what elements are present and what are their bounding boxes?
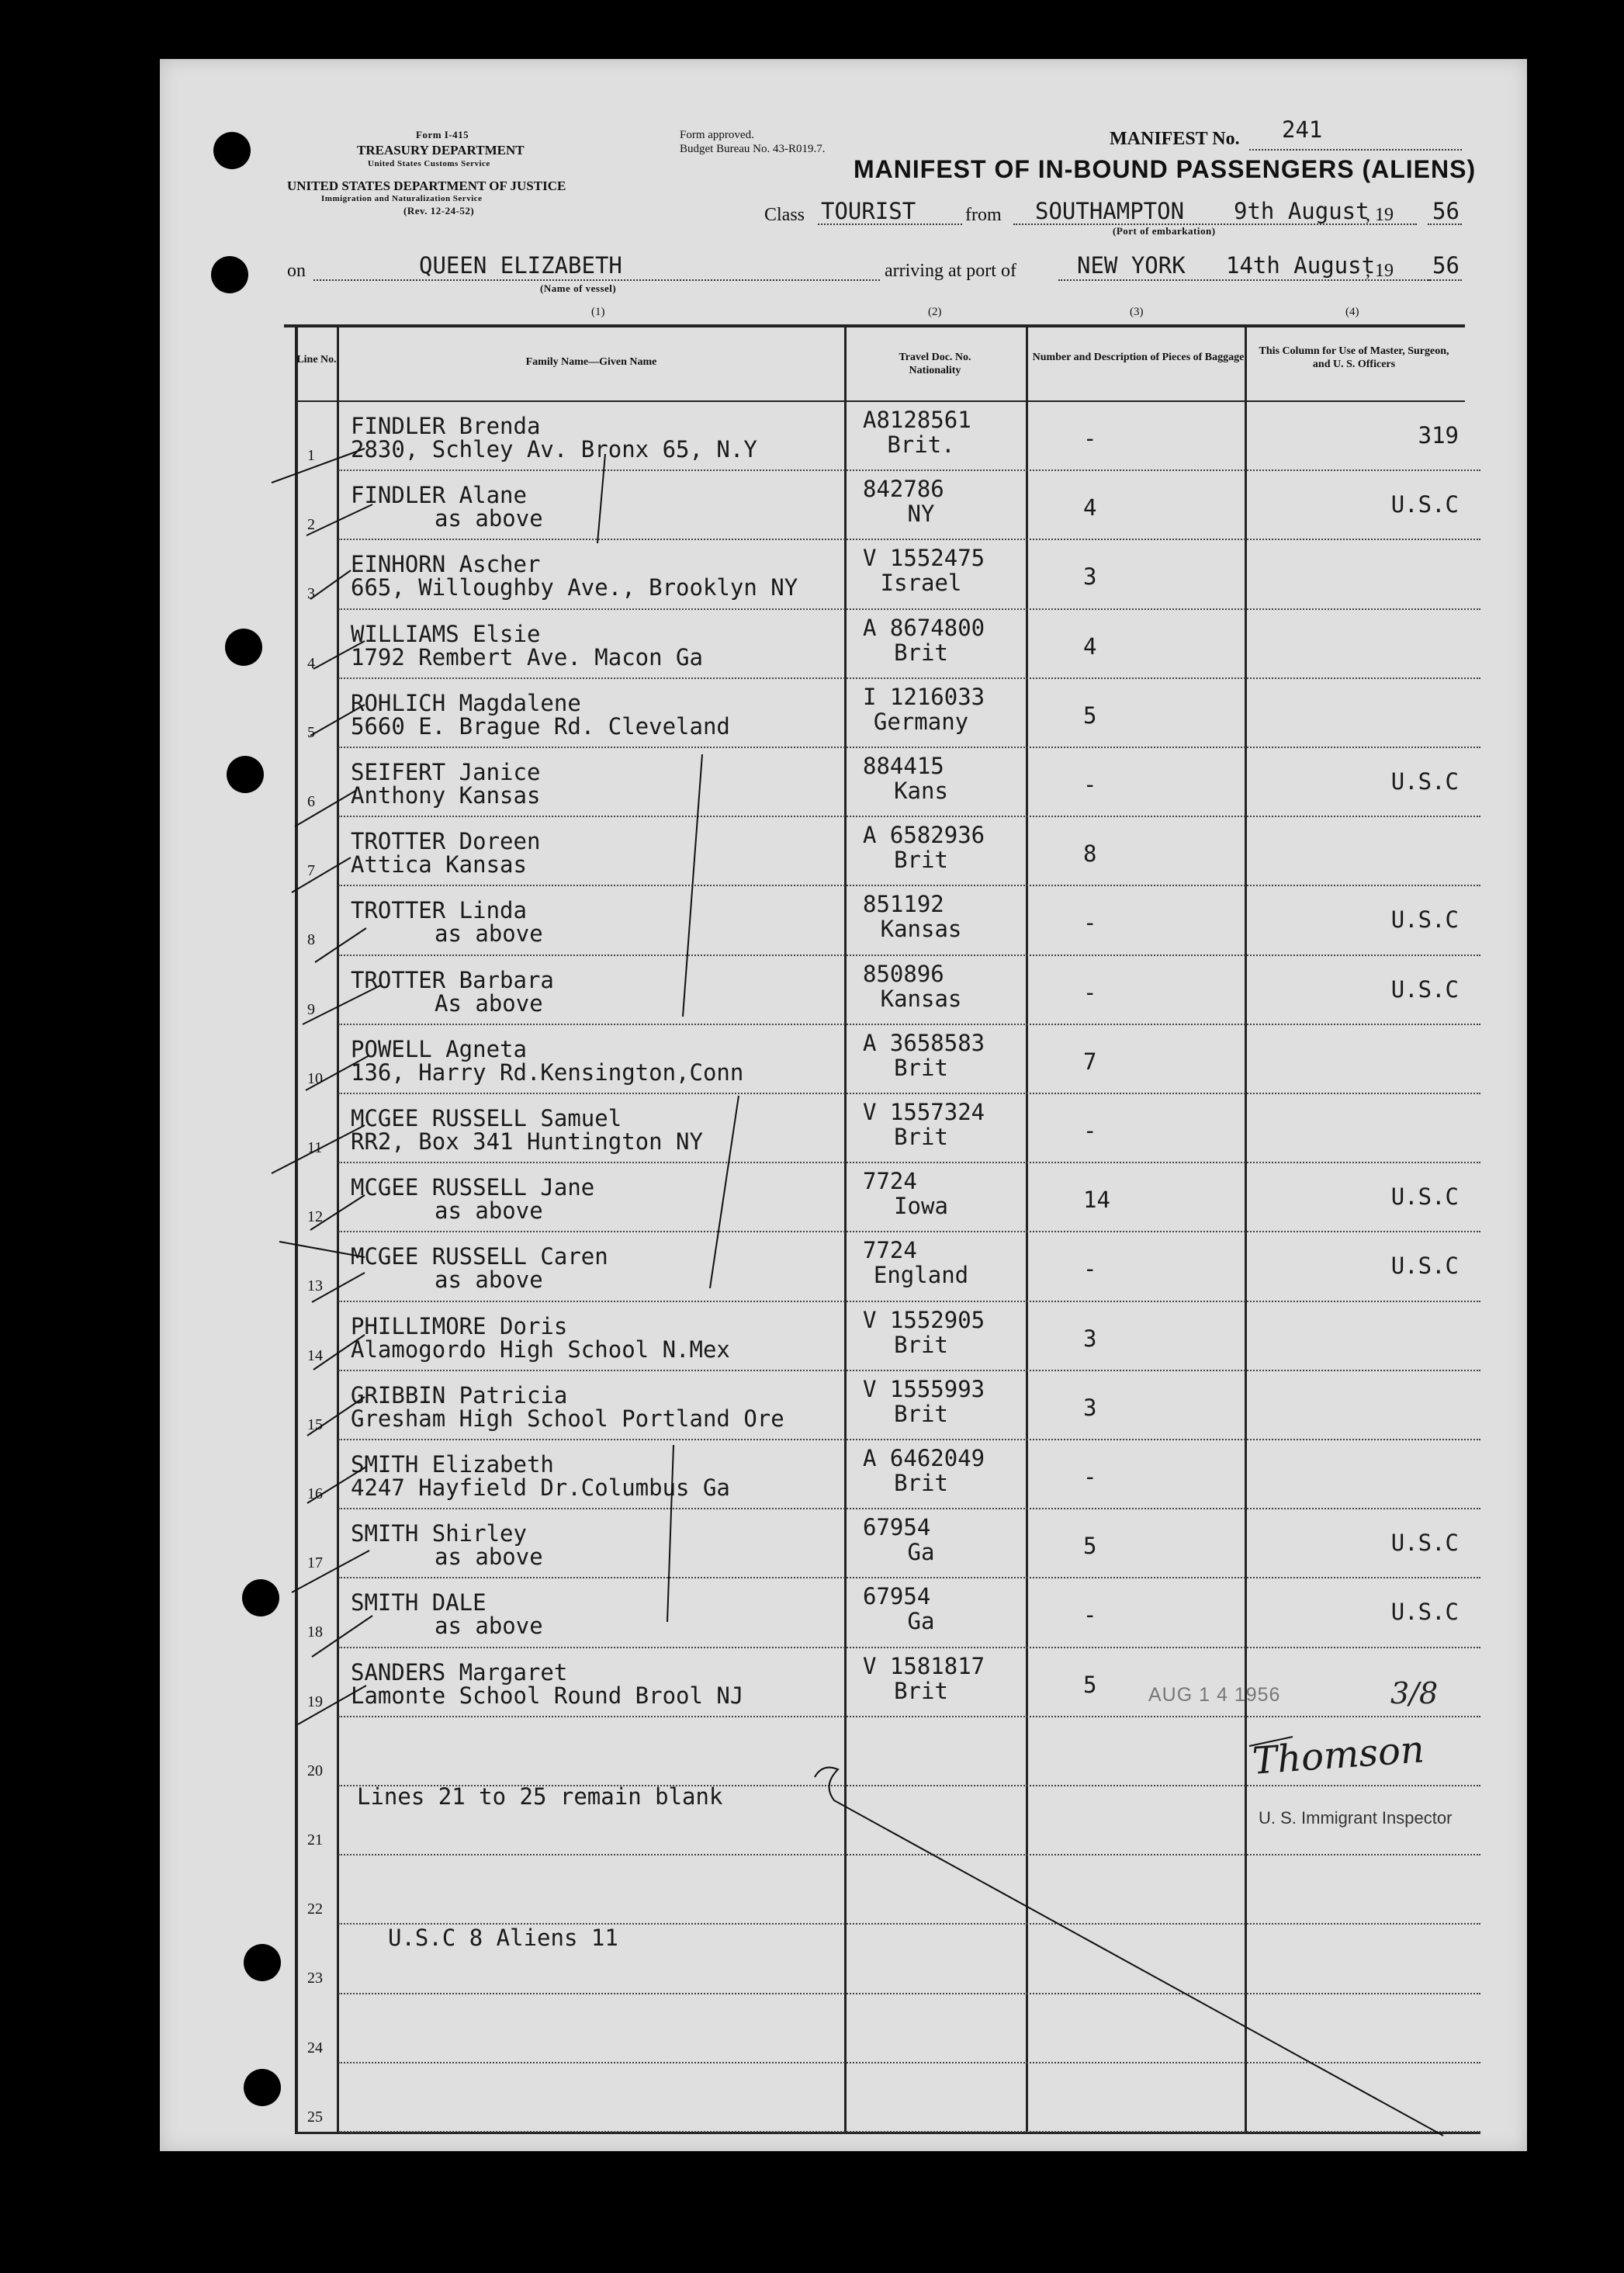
officer-note: U.S.C bbox=[1390, 1253, 1459, 1280]
travel-doc-number: 67954 bbox=[863, 1514, 931, 1541]
doc-baggage-divider bbox=[1026, 326, 1028, 2134]
binder-hole bbox=[242, 1579, 279, 1616]
baggage-count: 4 bbox=[1083, 632, 1097, 660]
row-divider bbox=[338, 469, 1480, 471]
passenger-name: SANDERS Margaret bbox=[351, 1658, 568, 1686]
row-divider bbox=[338, 955, 1480, 956]
line-number: 25 bbox=[307, 2108, 323, 2126]
travel-doc-number: V 1581817 bbox=[863, 1652, 985, 1679]
passenger-name: PHILLIMORE Doris bbox=[351, 1312, 568, 1339]
row-divider bbox=[338, 1647, 1480, 1648]
row-divider bbox=[338, 1024, 1480, 1025]
baggage-count: 8 bbox=[1083, 840, 1097, 868]
officer-note: U.S.C bbox=[1390, 906, 1459, 934]
row-divider bbox=[338, 1577, 1480, 1578]
travel-doc-header: Travel Doc. No. Nationality bbox=[899, 352, 971, 376]
line-number: 21 bbox=[307, 1831, 323, 1849]
line-number: 10 bbox=[307, 1069, 323, 1087]
baggage-count: - bbox=[1083, 1117, 1097, 1144]
passenger-address: As above bbox=[435, 989, 543, 1017]
officer-note: U.S.C bbox=[1390, 1599, 1459, 1626]
line-number: 19 bbox=[307, 1693, 323, 1710]
baggage-count: 3 bbox=[1083, 1394, 1097, 1421]
nationality: Brit bbox=[894, 1400, 948, 1427]
column-number-2: (2) bbox=[928, 306, 942, 318]
passenger-name: SMITH Shirley bbox=[351, 1520, 527, 1547]
nationality: Israel bbox=[880, 570, 962, 597]
passenger-name: POWELL Agneta bbox=[351, 1035, 527, 1062]
totals-note: U.S.C 8 Aliens 11 bbox=[388, 1925, 618, 1951]
officer-note: U.S.C bbox=[1390, 1530, 1459, 1557]
binder-hole bbox=[211, 256, 248, 293]
treasury-dept: TREASURY DEPARTMENT bbox=[357, 143, 525, 158]
passenger-name: MCGEE RUSSELL Jane bbox=[351, 1174, 595, 1201]
nationality: Brit bbox=[894, 1331, 948, 1358]
row-divider bbox=[338, 816, 1480, 817]
form-number: Form I-415 bbox=[416, 129, 469, 140]
travel-doc-number: 851192 bbox=[863, 891, 944, 918]
baggage-count: 14 bbox=[1083, 1187, 1110, 1214]
row-divider bbox=[338, 1370, 1480, 1371]
nationality: Iowa bbox=[894, 1193, 948, 1220]
travel-doc-number: V 1552905 bbox=[863, 1306, 985, 1333]
passenger-address: Alamogordo High School N.Mex bbox=[351, 1336, 730, 1363]
line-number: 22 bbox=[307, 1901, 323, 1918]
passenger-name: FINDLER Brenda bbox=[351, 413, 541, 439]
passenger-address: as above bbox=[435, 1197, 543, 1225]
binder-hole bbox=[225, 629, 262, 666]
column-number-4: (4) bbox=[1345, 306, 1359, 318]
line-number: 13 bbox=[307, 1277, 323, 1295]
column-number-3: (3) bbox=[1130, 306, 1144, 318]
line-number: 11 bbox=[307, 1139, 323, 1156]
line-number: 14 bbox=[307, 1346, 323, 1364]
officer-note: U.S.C bbox=[1390, 975, 1459, 1003]
arrival-year-line bbox=[1428, 279, 1462, 281]
passenger-name: SMITH DALE bbox=[351, 1589, 487, 1616]
line-number: 12 bbox=[307, 1208, 323, 1226]
year-prefix: , 19 bbox=[1366, 205, 1394, 225]
passenger-address: Lamonte School Round Brool NJ bbox=[351, 1682, 744, 1709]
baggage-officer-divider bbox=[1245, 326, 1247, 2134]
inspection-date-stamp: AUG 1 4 1956 bbox=[1148, 1684, 1281, 1706]
manifest-no-line bbox=[1249, 149, 1462, 151]
name-header: Family Name—Given Name bbox=[525, 356, 657, 368]
line-number: 5 bbox=[307, 723, 315, 741]
from-year-line bbox=[1428, 223, 1462, 225]
budget-bureau: Budget Bureau No. 43-R019.7. bbox=[680, 143, 826, 155]
nationality: Germany bbox=[873, 708, 969, 735]
line-number: 3 bbox=[307, 585, 315, 603]
binder-hole bbox=[213, 132, 251, 169]
row-divider bbox=[338, 2131, 1480, 2133]
row-divider bbox=[338, 1231, 1480, 1232]
travel-doc-number: A 6462049 bbox=[863, 1445, 985, 1471]
class-value: TOURIST bbox=[821, 198, 916, 224]
passenger-address: 136, Harry Rd.Kensington,Conn bbox=[351, 1059, 744, 1086]
embarkation-date: 9th August bbox=[1234, 198, 1369, 224]
arrival-year: 56 bbox=[1432, 252, 1460, 279]
travel-doc-number: 842786 bbox=[863, 476, 944, 503]
nationality: Brit. bbox=[887, 431, 955, 458]
baggage-count: - bbox=[1083, 979, 1097, 1006]
line-number: 16 bbox=[307, 1485, 323, 1502]
line-number: 15 bbox=[307, 1415, 323, 1433]
nationality: England bbox=[873, 1262, 969, 1289]
class-label: Class bbox=[764, 205, 805, 225]
passenger-name: WILLIAMS Elsie bbox=[351, 620, 541, 647]
binder-hole bbox=[227, 756, 264, 793]
passenger-address: 5660 E. Brague Rd. Cleveland bbox=[351, 712, 730, 740]
travel-doc-number: I 1216033 bbox=[863, 683, 985, 710]
embarkation-port: SOUTHAMPTON bbox=[1035, 198, 1185, 224]
nationality: Brit bbox=[894, 847, 948, 874]
baggage-count: - bbox=[1083, 771, 1097, 798]
baggage-count: 7 bbox=[1083, 1048, 1097, 1075]
passenger-name: SEIFERT Janice bbox=[351, 759, 541, 785]
travel-doc-number: 7724 bbox=[863, 1168, 917, 1195]
passenger-address: 2830, Schley Av. Bronx 65, N.Y bbox=[351, 436, 757, 463]
baggage-count: - bbox=[1083, 910, 1097, 937]
row-divider bbox=[338, 885, 1480, 886]
binder-hole bbox=[244, 2069, 281, 2106]
nationality: Kansas bbox=[880, 985, 962, 1012]
passenger-name: EINHORN Ascher bbox=[351, 551, 541, 578]
officer-note: 319 bbox=[1418, 422, 1459, 449]
arriving-label: arriving at port of bbox=[885, 261, 1016, 281]
travel-doc-number: A 6582936 bbox=[863, 822, 985, 849]
travel-doc-number: 7724 bbox=[863, 1237, 917, 1264]
revision-date: (Rev. 12-24-52) bbox=[403, 205, 475, 217]
baggage-count: - bbox=[1083, 1464, 1097, 1490]
passenger-name: TROTTER Linda bbox=[351, 897, 527, 924]
header-bottom-border bbox=[298, 400, 1465, 402]
row-divider bbox=[338, 1439, 1480, 1440]
baggage-count: 5 bbox=[1083, 1671, 1097, 1698]
row-divider bbox=[338, 677, 1480, 679]
inspector-mark: 3/8 bbox=[1390, 1676, 1439, 1710]
line-number: 7 bbox=[307, 862, 315, 880]
passenger-address: Attica Kansas bbox=[351, 851, 527, 878]
officer-note: U.S.C bbox=[1390, 768, 1459, 795]
travel-doc-number: 850896 bbox=[863, 960, 944, 987]
line-number: 6 bbox=[307, 793, 315, 810]
travel-doc-number: 884415 bbox=[863, 753, 944, 779]
on-label: on bbox=[287, 261, 306, 281]
line-no-divider bbox=[337, 326, 339, 2134]
passenger-address: 665, Willoughby Ave., Brooklyn NY bbox=[351, 574, 798, 601]
passenger-name: ROHLICH Magdalene bbox=[351, 689, 581, 716]
row-divider bbox=[338, 608, 1480, 610]
row-divider bbox=[338, 1993, 1480, 1994]
passenger-name: MCGEE RUSSELL Samuel bbox=[351, 1105, 622, 1131]
travel-doc-number: V 1552475 bbox=[863, 545, 985, 572]
line-no-header: Line No. bbox=[296, 354, 337, 366]
arrival-date: 14th August bbox=[1226, 252, 1376, 279]
vessel-name: QUEEN ELIZABETH bbox=[419, 252, 622, 279]
table-top-border bbox=[284, 324, 1465, 327]
row-divider bbox=[338, 1854, 1480, 1855]
baggage-count: - bbox=[1083, 425, 1097, 452]
nationality: Brit bbox=[894, 1054, 948, 1081]
baggage-count: - bbox=[1083, 1256, 1097, 1283]
baggage-count: 3 bbox=[1083, 563, 1097, 591]
line-number: 17 bbox=[307, 1554, 323, 1572]
justice-dept: UNITED STATES DEPARTMENT OF JUSTICE bbox=[287, 178, 566, 193]
embarkation-year: 56 bbox=[1432, 198, 1460, 224]
passenger-address: as above bbox=[435, 1613, 543, 1640]
passenger-name: MCGEE RUSSELL Caren bbox=[351, 1243, 608, 1270]
travel-doc-number: A8128561 bbox=[863, 407, 971, 433]
nationality: Ga bbox=[907, 1608, 935, 1635]
vessel-label: (Name of vessel) bbox=[540, 282, 617, 294]
row-divider bbox=[338, 539, 1480, 540]
customs-service: United States Customs Service bbox=[368, 159, 490, 168]
line-number: 8 bbox=[307, 931, 315, 949]
naturalization-service: Immigration and Naturalization Service bbox=[321, 194, 483, 203]
name-doc-divider bbox=[844, 326, 847, 2134]
row-divider bbox=[338, 1093, 1480, 1094]
passenger-name: SMITH Elizabeth bbox=[351, 1451, 554, 1478]
nationality: NY bbox=[907, 501, 935, 528]
manifest-label: MANIFEST No. bbox=[1110, 129, 1240, 149]
passenger-address: 4247 Hayfield Dr.Columbus Ga bbox=[351, 1474, 730, 1501]
line-number: 9 bbox=[307, 1000, 315, 1018]
passenger-address: Anthony Kansas bbox=[351, 782, 541, 809]
passenger-address: RR2, Box 341 Huntington NY bbox=[351, 1128, 703, 1155]
nationality: Brit bbox=[894, 1470, 948, 1496]
travel-doc-number: A 3658583 bbox=[863, 1029, 985, 1056]
baggage-header: Number and Description of Pieces of Baggage bbox=[1032, 352, 1245, 363]
officer-note: U.S.C bbox=[1390, 491, 1459, 518]
line-number: 18 bbox=[307, 1623, 323, 1641]
travel-doc-number: V 1557324 bbox=[863, 1099, 985, 1125]
passenger-address: as above bbox=[435, 920, 543, 948]
travel-doc-number: A 8674800 bbox=[863, 614, 985, 641]
nationality: Kansas bbox=[880, 916, 962, 943]
line-number: 2 bbox=[307, 516, 315, 534]
baggage-count: - bbox=[1083, 1602, 1097, 1629]
form-approved: Form approved. bbox=[680, 129, 754, 141]
nationality: Brit bbox=[894, 1124, 948, 1150]
travel-doc-number: V 1555993 bbox=[863, 1375, 985, 1402]
passenger-address: as above bbox=[435, 1544, 543, 1571]
row-divider bbox=[338, 747, 1480, 748]
passenger-address: as above bbox=[435, 1266, 543, 1294]
inspector-title: U. S. Immigrant Inspector bbox=[1259, 1808, 1453, 1828]
nationality: Ga bbox=[907, 1539, 935, 1566]
passenger-address: 1792 Rembert Ave. Macon Ga bbox=[351, 643, 703, 670]
manifest-number: 241 bbox=[1282, 116, 1323, 143]
inspector-signature: Thomson bbox=[1251, 1727, 1426, 1783]
passenger-address: as above bbox=[435, 505, 543, 532]
row-divider bbox=[338, 1301, 1480, 1302]
passenger-name: FINDLER Alane bbox=[351, 482, 527, 509]
passenger-address: Gresham High School Portland Ore bbox=[351, 1405, 784, 1432]
row-divider bbox=[338, 1162, 1480, 1163]
nationality: Kans bbox=[894, 778, 948, 804]
passenger-name: TROTTER Barbara bbox=[351, 966, 554, 993]
baggage-count: 5 bbox=[1083, 702, 1097, 729]
vessel-line bbox=[313, 279, 880, 281]
officer-note: U.S.C bbox=[1390, 1183, 1459, 1211]
row-divider bbox=[338, 1716, 1480, 1717]
row-divider bbox=[338, 2062, 1480, 2063]
line-number: 24 bbox=[307, 2039, 323, 2056]
blank-lines-note: Lines 21 to 25 remain blank bbox=[357, 1783, 723, 1810]
left-border bbox=[295, 326, 298, 2134]
manifest-title: MANIFEST OF IN-BOUND PASSENGERS (ALIENS) bbox=[854, 155, 1477, 183]
passenger-name: TROTTER Doreen bbox=[351, 828, 541, 855]
from-label: from bbox=[965, 205, 1002, 225]
line-number: 20 bbox=[307, 1762, 323, 1779]
line-number: 1 bbox=[307, 447, 315, 464]
baggage-count: 5 bbox=[1083, 1533, 1097, 1560]
column-number-1: (1) bbox=[591, 306, 605, 318]
port-embarkation-label: (Port of embarkation) bbox=[1113, 225, 1216, 237]
line-number: 4 bbox=[307, 654, 315, 672]
nationality: Brit bbox=[894, 639, 948, 666]
arrival-port: NEW YORK bbox=[1077, 252, 1186, 279]
travel-doc-number: 67954 bbox=[863, 1583, 931, 1610]
line-number: 23 bbox=[307, 1970, 323, 1987]
binder-hole bbox=[244, 1944, 281, 1981]
arrival-year-prefix: , 19 bbox=[1366, 261, 1394, 281]
nationality: Brit bbox=[894, 1677, 948, 1704]
row-divider bbox=[338, 1508, 1480, 1509]
baggage-count: 4 bbox=[1083, 494, 1097, 521]
baggage-count: 3 bbox=[1083, 1325, 1097, 1352]
officers-header: This Column for Use of Master, Surgeon, and U. S. Officers bbox=[1259, 345, 1449, 370]
passenger-name: GRIBBIN Patricia bbox=[351, 1381, 568, 1408]
